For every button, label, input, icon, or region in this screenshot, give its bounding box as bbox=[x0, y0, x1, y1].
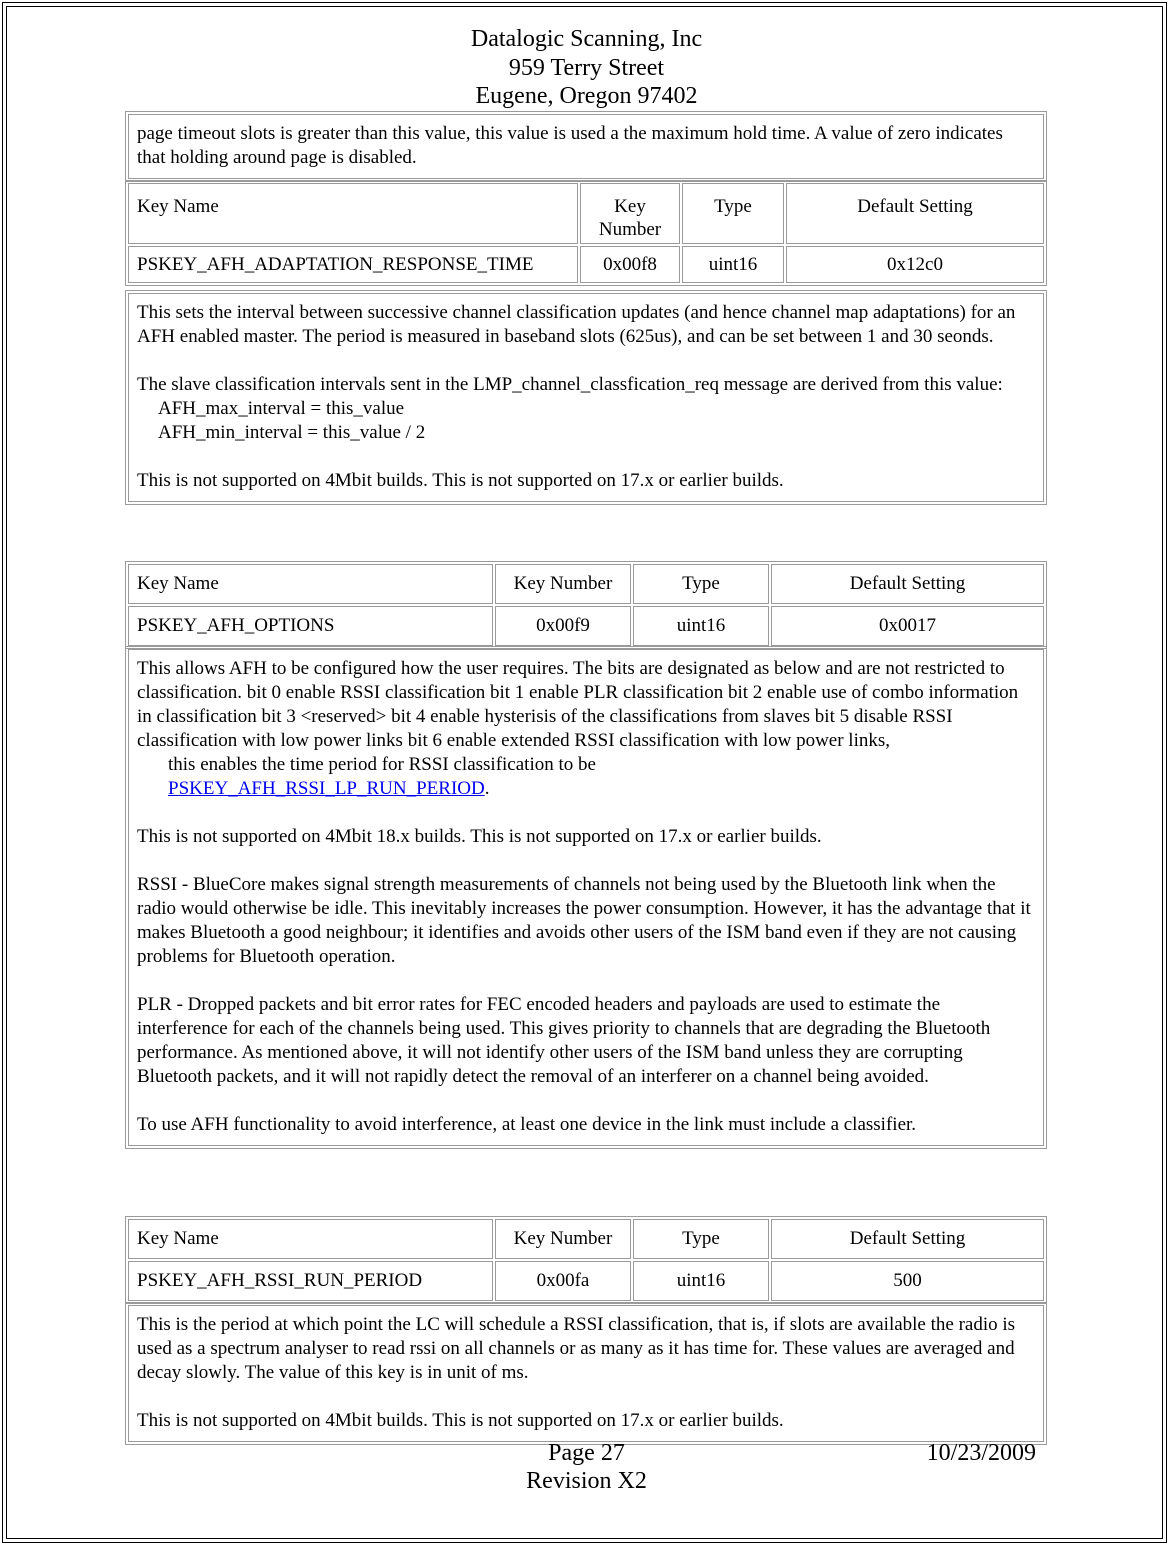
key-number-cell: 0x00f8 bbox=[580, 246, 680, 283]
default-setting-cell: 0x0017 bbox=[771, 606, 1044, 646]
key-table-header-row bbox=[128, 1219, 1044, 1259]
key-table-row bbox=[128, 1261, 1044, 1301]
key-name-cell: PSKEY_AFH_RSSI_RUN_PERIOD bbox=[128, 1261, 493, 1301]
key-number-cell: 0x00f9 bbox=[495, 606, 631, 646]
company-name: Datalogic Scanning, Inc bbox=[470, 26, 703, 52]
company-city: Eugene, Oregon 97402 bbox=[475, 83, 698, 109]
key-table-afh-adaptation-response-time bbox=[125, 180, 1047, 286]
description-paragraph: This is not supported on 4Mbit 18.x builds. This is not supported on 17.x or earlier builds. bbox=[137, 826, 822, 847]
revision: Revision X2 bbox=[526, 1468, 647, 1494]
letterhead bbox=[0, 25, 1173, 111]
key-table-afh-options bbox=[125, 561, 1047, 649]
header-key-name: Key Name bbox=[128, 183, 578, 244]
type-cell: uint16 bbox=[633, 606, 769, 646]
company-street: 959 Terry Street bbox=[508, 54, 665, 81]
description-paragraph: This is not supported on 4Mbit builds. This is not supported on 17.x or earlier builds. bbox=[137, 1410, 784, 1431]
key-table-header-row bbox=[128, 183, 1044, 244]
header-key-number: Key Number bbox=[495, 1219, 631, 1259]
description-afh-rssi-run-period bbox=[125, 1302, 1047, 1445]
description-paragraph: This sets the interval between successive channel classification updates (and hence channel map adaptations) for an AFH enabled master. The period is measured in baseband slots (625us), and can be set between 1 and 30 seonds. bbox=[137, 302, 1016, 347]
indented-note: this enables the time period for RSSI classification to be bbox=[168, 754, 596, 775]
header-key-number: Key Number bbox=[580, 183, 680, 244]
header-default-setting: Default Setting bbox=[771, 564, 1044, 604]
key-table-header-row bbox=[128, 564, 1044, 604]
intro-text-box bbox=[125, 111, 1047, 182]
description-paragraph: The slave classification intervals sent in the LMP_channel_classfication_req message are derived from this value: AFH_max_interval = this_value AFH_min_interval = this_value / 2 bbox=[137, 374, 1003, 443]
header-key-name: Key Name bbox=[128, 1219, 493, 1259]
type-cell: uint16 bbox=[633, 1261, 769, 1301]
footer-date: 10/23/2009 bbox=[926, 1440, 1036, 1466]
description-paragraph: PLR - Dropped packets and bit error rates for FEC encoded headers and payloads are used to estimate the interference for each of the channels being used. This gives priority to channels that are degrading the Bluetooth performance. As mentioned above, it will not identify other users of the ISM band unless they are corrupting Bluetooth packets, and it will not rapidly detect the removal of an interferer on a channel being avoided. bbox=[137, 994, 991, 1087]
description-afh-options bbox=[125, 646, 1047, 1149]
default-setting-cell: 500 bbox=[771, 1261, 1044, 1301]
header-default-setting: Default Setting bbox=[771, 1219, 1044, 1259]
description-paragraph: To use AFH functionality to avoid interference, at least one device in the link must include a classifier. bbox=[137, 1114, 917, 1135]
default-setting-cell: 0x12c0 bbox=[786, 246, 1044, 283]
header-type: Type bbox=[682, 183, 784, 244]
header-type: Type bbox=[633, 564, 769, 604]
formula-line: AFH_max_interval = this_value bbox=[158, 398, 405, 419]
description-paragraph: This is the period at which point the LC will schedule a RSSI classification, that is, if slots are available the radio is used as a spectrum analyser to read rssi on all channels or as many as it has time for. These values are averaged and decay slowly. The value of this key is in unit of ms. bbox=[137, 1314, 1016, 1383]
description-paragraph: This is not supported on 4Mbit builds. This is not supported on 17.x or earlier builds. bbox=[137, 470, 784, 491]
header-key-number: Key Number bbox=[495, 564, 631, 604]
pskey-afh-rssi-lp-run-period-link[interactable]: PSKEY_AFH_RSSI_LP_RUN_PERIOD bbox=[168, 778, 485, 799]
key-name-cell: PSKEY_AFH_OPTIONS bbox=[128, 606, 493, 646]
description-afh-adaptation-response-time bbox=[125, 290, 1047, 505]
key-number-cell: 0x00fa bbox=[495, 1261, 631, 1301]
header-key-name: Key Name bbox=[128, 564, 493, 604]
intro-text: page timeout slots is greater than this value, this value is used a the maximum hold time. A value of zero indicates that holding around page is disabled. bbox=[137, 123, 1003, 168]
type-cell: uint16 bbox=[682, 246, 784, 283]
header-type: Type bbox=[633, 1219, 769, 1259]
description-paragraph: RSSI - BlueCore makes signal strength measurements of channels not being used by the Bluetooth link when the radio would otherwise be idle. This inevitably increases the power consumption. However, it has the advantage that it makes Bluetooth a good neighbour; it identifies and avoids other users of the ISM band even if they are not causing problems for Bluetooth operation. bbox=[137, 874, 1031, 967]
key-table-afh-rssi-run-period bbox=[125, 1216, 1047, 1304]
key-table-row bbox=[128, 246, 1044, 283]
description-paragraph: This allows AFH to be configured how the user requires. The bits are designated as below and are not restricted to classification. bit 0 enable RSSI classification bit 1 enable PLR classification bit 2 enable use of combo information in classification bit 3 <reserved> bit 4 enable hysterisis of the classifications from slaves bit 5 disable RSSI classification with low power links bit 6 enable extended RSSI classification with low power links, this enables the time period for RSSI classification to be PSKEY_AFH_RSSI_LP_RUN_PERIOD. bbox=[137, 658, 1019, 799]
key-name-cell: PSKEY_AFH_ADAPTATION_RESPONSE_TIME bbox=[128, 246, 578, 283]
formula-line: AFH_min_interval = this_value / 2 bbox=[158, 422, 426, 443]
indented-link-line: PSKEY_AFH_RSSI_LP_RUN_PERIOD. bbox=[168, 778, 490, 799]
header-default-setting: Default Setting bbox=[786, 183, 1044, 244]
page-number: Page 27 bbox=[548, 1440, 625, 1466]
key-table-row bbox=[128, 606, 1044, 646]
